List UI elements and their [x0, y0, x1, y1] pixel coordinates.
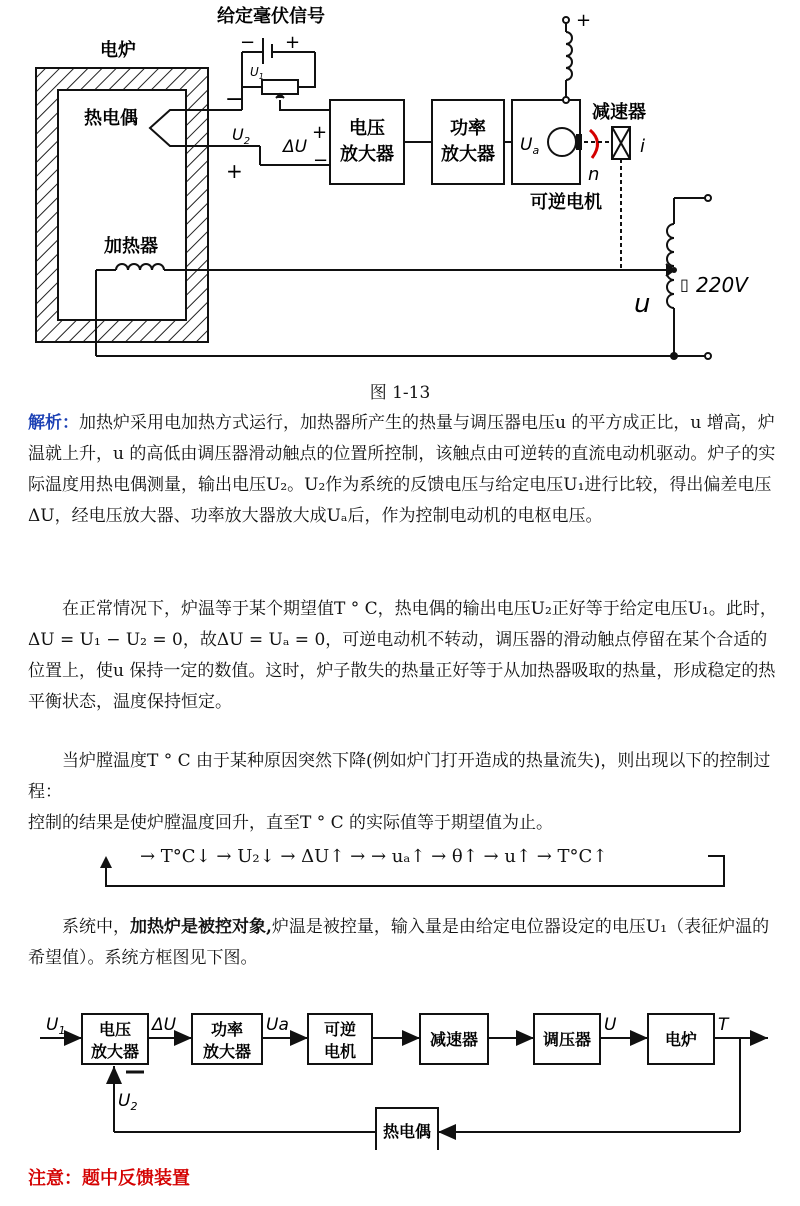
plus-sign-bottom: +	[226, 159, 243, 183]
minus-sign-top: −	[225, 87, 244, 112]
signal-label-1: Ua	[266, 1015, 289, 1035]
analysis-paragraph-5	[28, 912, 780, 974]
analysis-paragraph-1	[28, 408, 780, 532]
delta-u-minus: −	[313, 150, 329, 171]
analysis-label: 解析：	[28, 413, 79, 433]
block-diagram	[0, 1000, 800, 1150]
signal-label-5: T	[718, 1015, 729, 1035]
block-label-5: 电炉	[664, 1030, 698, 1049]
circuit-diagram	[0, 0, 800, 370]
signal-label-0: ΔU	[152, 1015, 177, 1035]
voltage-amp-line1: 电压	[349, 118, 385, 139]
analysis-paragraph-2: 在正常情况下，炉温等于某个期望值T ° C，热电偶的输出电压U₂正好等于给定电压U₁。此时，ΔU = U₁ − U₂ = 0，故ΔU = Uₐ = 0，可逆电动机不转动，调压器的滑动触点停留在某个合适的位置上，使u 保持一定的数值。这时，炉子散失的热量正好等于从加热器吸取的热量，形成稳定的热平衡状态，温度保持恒定。	[28, 599, 777, 712]
u2-circuit-label: $U_2$	[232, 125, 251, 147]
delta-u-plus: +	[312, 122, 328, 143]
flow-feedback-arrow	[96, 848, 736, 892]
reducer-label: 减速器	[592, 102, 646, 123]
n-label: n	[588, 164, 600, 185]
feedback-block-label: 热电偶	[382, 1122, 432, 1141]
analysis-p1-text: 加热炉采用电加热方式运行，加热器所产生的热量与调压器电压u 的平方成正比，u 增高，炉温就上升，u 的高低由调压器滑动触点的位置所控制，该触点由可逆转的直流电动机驱动。炉子的实际温度用热电偶测量，输出电压U₂。U₂作为系统的反馈电压与给定电压U₁进行比较，得出偏差电压ΔU，经电压放大器、功率放大器放大成Uₐ后，作为控制电动机的电枢电压。	[28, 413, 776, 526]
block-label-1-b: 放大器	[202, 1042, 252, 1061]
block-label-4: 调压器	[542, 1030, 592, 1049]
input-signal-label: $U_1$	[46, 1015, 66, 1037]
block-label-0-b: 放大器	[90, 1042, 140, 1061]
p5-pre: 系统中，	[62, 917, 130, 937]
p5-post: 炉温是被控量，输入量是由给定电位器设定的电压U₁（表征炉温的希望值）。系统方框图见下图。	[28, 917, 770, 968]
ua-circuit-label: $U_a$	[520, 135, 540, 157]
battery-plus: +	[285, 32, 301, 53]
analysis-paragraph-3: 当炉膛温度T ° C 由于某种原因突然下降(例如炉门打开造成的热量流失)，则出现以下的控制过程：	[28, 751, 771, 802]
u-variac-label: u	[634, 289, 651, 319]
battery-minus: −	[240, 32, 256, 53]
block-label-2-a: 可逆	[323, 1020, 357, 1039]
rotation-arrow	[590, 130, 598, 158]
delta-u-circuit-label: ΔU	[283, 137, 308, 157]
field-coil	[563, 17, 572, 103]
block-label-1-a: 功率	[210, 1020, 244, 1039]
voltage-amplifier-box	[330, 100, 404, 184]
thermocouple-label: 热电偶	[84, 108, 138, 129]
voltage-amp-line2: 放大器	[340, 144, 394, 165]
furnace-label: 电炉	[100, 40, 136, 61]
block-label-3: 减速器	[429, 1030, 479, 1049]
block-label-2-b: 电机	[323, 1042, 357, 1061]
power-amplifier-box	[432, 100, 504, 184]
figure-caption: 图 1-13	[369, 383, 431, 403]
i-label: i	[640, 136, 646, 157]
analysis-paragraph-4: 控制的结果是使炉膛温度回升，直至T ° C 的实际值等于期望值为止。	[28, 813, 554, 833]
u1-circuit-label: $U_1$	[250, 65, 264, 81]
reversible-motor-label: 可逆电机	[530, 192, 602, 213]
note-text: 注意：题中反馈装置	[28, 1168, 190, 1189]
signal-label-4: U	[604, 1015, 617, 1035]
block-label-0-a: 电压	[98, 1020, 132, 1039]
field-plus: +	[576, 10, 592, 31]
power-amp-line2: 放大器	[441, 144, 495, 165]
motor-symbol	[548, 128, 576, 156]
heater-label: 加热器	[104, 236, 158, 257]
box-glyph: ▯	[680, 275, 689, 294]
control-process-flow: → T°C↓ → U₂↓ → ΔU↑ → → uₐ↑ → θ↑ → u↑ → T°C↑	[140, 846, 608, 867]
p5-bold: 加热炉是被控对象,	[130, 917, 272, 937]
potentiometer	[242, 80, 330, 110]
feedback-signal-label: $U_2$	[118, 1091, 138, 1113]
mv-signal-label: 给定毫伏信号	[217, 6, 325, 27]
power-amp-line1: 功率	[450, 118, 486, 139]
supply-label: 220V	[696, 273, 748, 297]
